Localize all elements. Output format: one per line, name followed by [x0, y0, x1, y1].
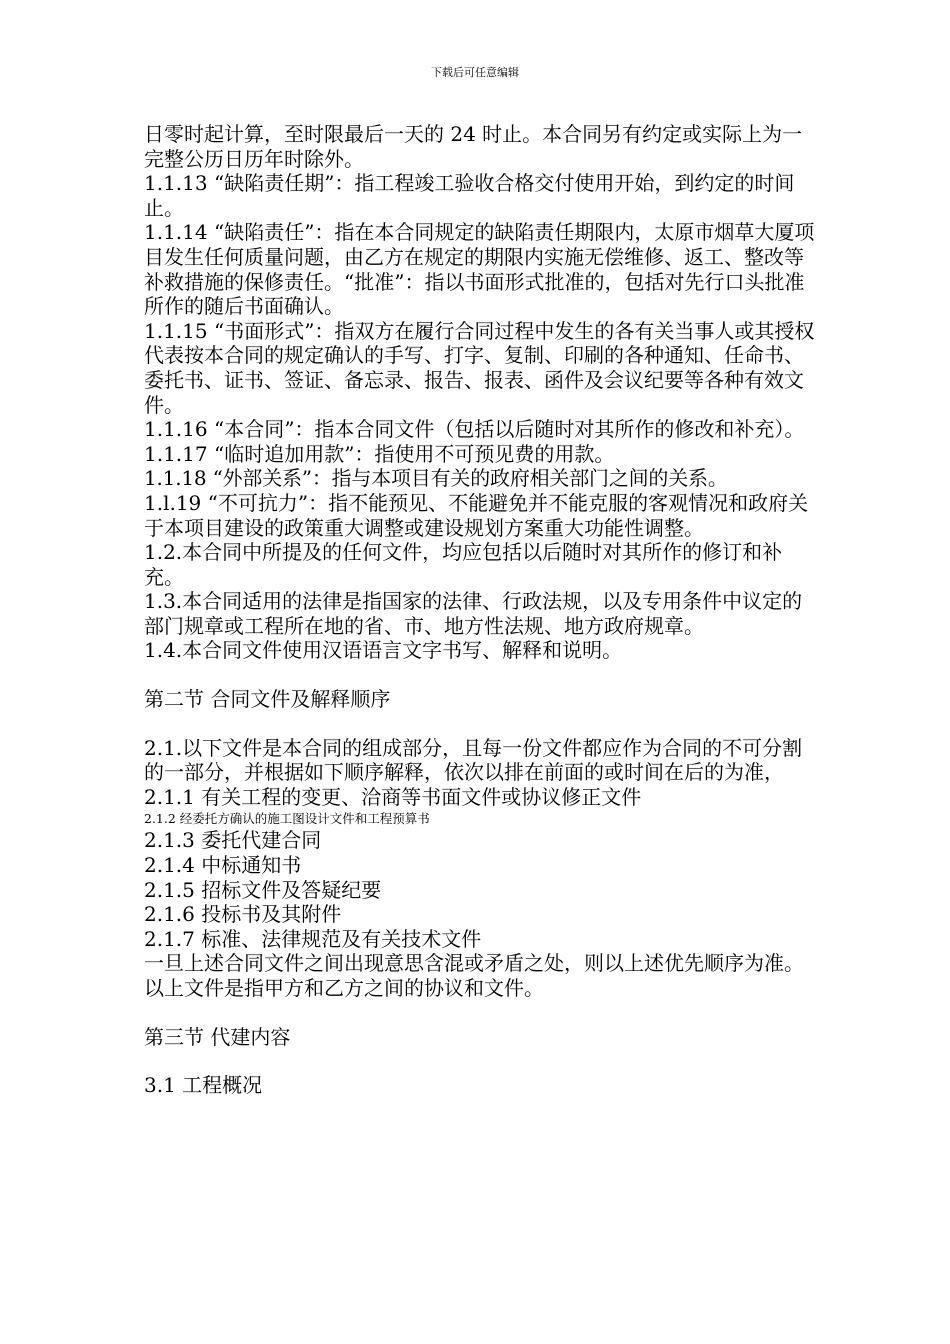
paragraph-1-4: 1.4.本合同文件使用汉语语言文字书写、解释和说明。 — [144, 638, 623, 663]
paragraph-1-1-15: 1.1.15 “书面形式”：指双方在履行合同过程中发生的各有关当事人或其授权代表按本合同的规定确认的手写、打字、复制、印刷的各种通知、任命书、委托书、证书、签证、备忘录、报告、报表、函件及会议纪要等各种有效文件。 — [144, 318, 815, 417]
subsection-3-1-title: 3.1 工程概况 — [144, 1073, 263, 1098]
page-header-note: 下载后可任意编辑 — [431, 66, 519, 79]
section-3-title: 第三节 代建内容 — [144, 1024, 291, 1049]
list-item-2-1-7: 2.1.7 标准、法律规范及有关技术文件 — [144, 926, 482, 951]
paragraph-1-1-14: 1.1.14 “缺陷责任”：指在本合同规定的缺陷责任期限内，太原市烟草大厦项目发生任何质量问题，由乙方在规定的期限内实施无偿维修、返工、整改等补救措施的保修责任。“批准”：指以书面形式批准的，包括对先行口头批准所作的随后书面确认。 — [144, 220, 815, 319]
paragraph-1: 日零时起计算，至时限最后一天的 24 时止。本合同另有约定或实际上为一完整公历日历年时除外。 — [144, 122, 803, 171]
list-item-2-1-2: 2.1.2 经委托方确认的施工图设计文件和工程预算书 — [144, 811, 430, 827]
paragraph-2-1: 2.1.以下文件是本合同的组成部分，且每一份文件都应作为合同的不可分割的一部分，并根据如下顺序解释，依次以排在前面的或时间在后的为准， — [144, 735, 803, 785]
paragraph-1-1-17: 1.1.17 “临时追加用款”：指使用不可预见费的用款。 — [144, 441, 615, 466]
paragraph-1-1-16: 1.1.16 “本合同”：指本合同文件（包括以后随时对其所作的修改和补充）。 — [144, 417, 805, 442]
paragraph-1-2: 1.2.本合同中所提及的任何文件，均应包括以后随时对其所作的修订和补充。 — [144, 540, 783, 589]
list-item-2-1-4: 2.1.4 中标通知书 — [144, 853, 302, 878]
paragraph-1-1-18: 1.1.18 “外部关系”：指与本项目有关的政府相关部门之间的关系。 — [144, 466, 728, 491]
list-item-2-1-1: 2.1.1 有关工程的变更、洽商等书面文件或协议修正文件 — [144, 784, 642, 809]
document-body — [144, 122, 816, 1098]
paragraph-1-3: 1.3.本合同适用的法律是指国家的法律、行政法规，以及专用条件中议定的部门规章或工程所在地的省、市、地方性法规、地方政府规章。 — [144, 589, 803, 638]
list-item-2-1-6: 2.1.6 投标书及其附件 — [144, 902, 342, 927]
section-2-title: 第二节 合同文件及解释顺序 — [144, 687, 391, 712]
list-item-2-1-5: 2.1.5 招标文件及答疑纪要 — [144, 877, 382, 902]
list-item-2-1-3: 2.1.3 委托代建合同 — [144, 828, 322, 853]
paragraph-priority-note: 一旦上述合同文件之间出现意思含混或矛盾之处，则以上述优先顺序为准。以上文件是指甲方和乙方之间的协议和文件。 — [144, 951, 804, 1000]
paragraph-1-1-19: 1.l.19 “不可抗力”：指不能预见、不能避免并不能克服的客观情况和政府关于本项目建设的政策重大调整或建设规划方案重大功能性调整。 — [144, 490, 809, 540]
paragraph-1-1-13: 1.1.13 “缺陷责任期”：指工程竣工验收合格交付使用开始，到约定的时间止。 — [144, 171, 795, 220]
